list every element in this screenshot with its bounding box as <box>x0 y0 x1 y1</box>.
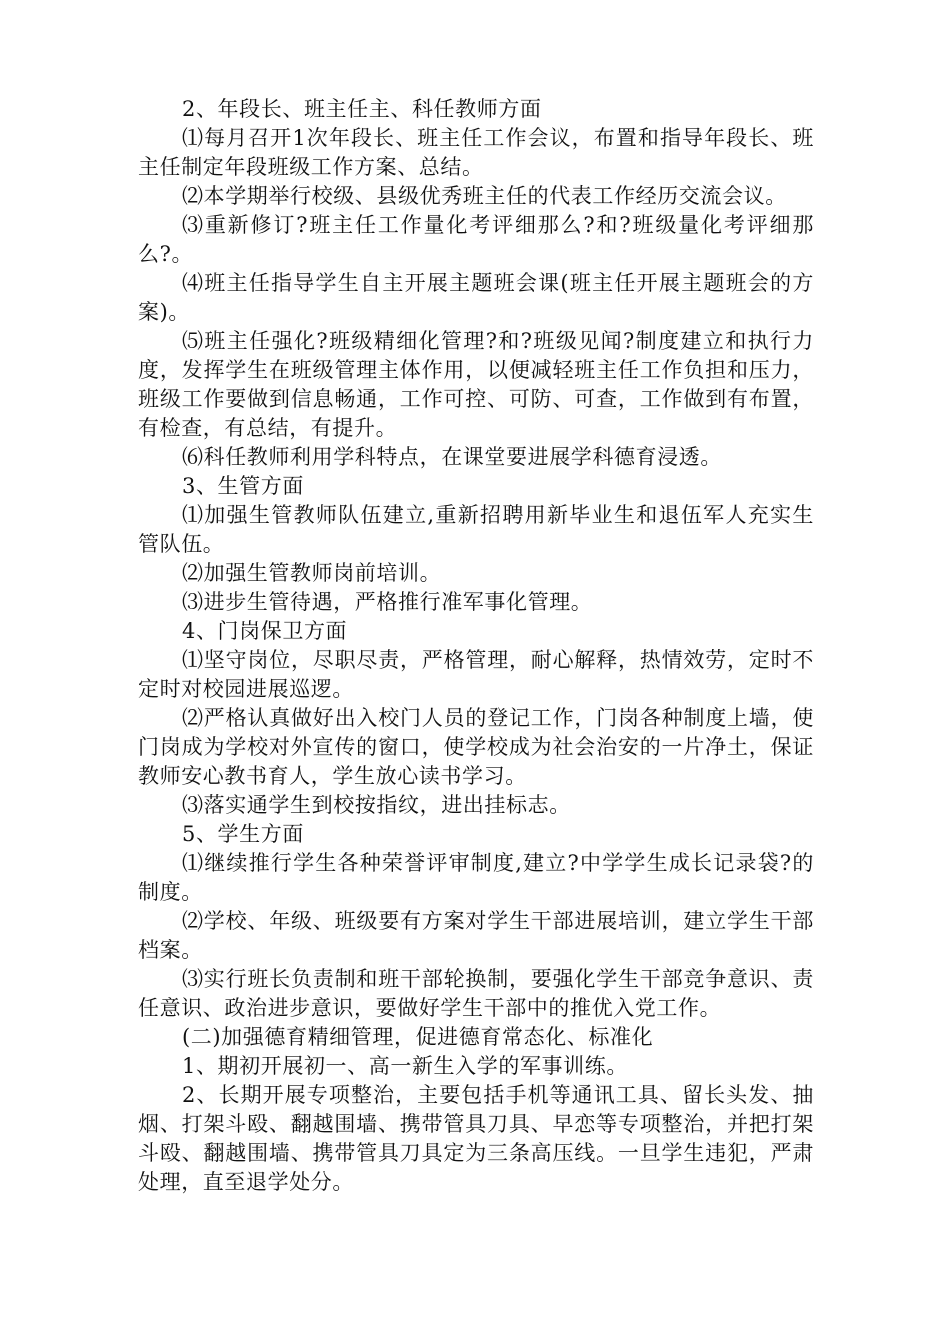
document-body <box>138 95 814 1197</box>
paragraph: ⑶落实通学生到校按指纹，进出挂标志。 <box>182 793 571 817</box>
paragraph: ⑷班主任指导学生自主开展主题班会课(班主任开展主题班会的方案)。 <box>138 271 814 324</box>
paragraph-section-3-heading: 3、生管方面 <box>182 474 304 498</box>
paragraph-subsection-heading: (二)加强德育精细管理，促进德育常态化、标准化 <box>182 1025 654 1049</box>
paragraph-section-2-heading: 2、年段长、班主任主、科任教师方面 <box>182 97 542 121</box>
paragraph: ⑵学校、年级、班级要有方案对学生干部进展培训，建立学生干部档案。 <box>138 909 814 962</box>
paragraph: ⑴继续推行学生各种荣誉评审制度,建立?中学学生成长记录袋?的制度。 <box>138 851 814 904</box>
paragraph: ⑸班主任强化?班级精细化管理?和?班级见闻?制度建立和执行力度，发挥学生在班级管理主体作用，以便减轻班主任工作负担和压力，班级工作要做到信息畅通，工作可控、可防、可查，工作做到有布置，有检查，有总结，有提升。 <box>138 329 814 440</box>
paragraph: ⑶进步生管待遇，严格推行准军事化管理。 <box>182 590 593 614</box>
paragraph-section-5-heading: 5、学生方面 <box>182 822 304 846</box>
paragraph: ⑴每月召开1次年段长、班主任工作会议，布置和指导年段长、班主任制定年段班级工作方案、总结。 <box>138 126 814 179</box>
paragraph: 1、期初开展初一、高一新生入学的军事训练。 <box>182 1054 628 1078</box>
paragraph: ⑴坚守岗位，尽职尽责，严格管理，耐心解释，热情效劳，定时不定时对校园进展巡逻。 <box>138 648 814 701</box>
paragraph: ⑵本学期举行校级、县级优秀班主任的代表工作经历交流会议。 <box>182 184 787 208</box>
paragraph: ⑵严格认真做好出入校门人员的登记工作，门岗各种制度上墙，使门岗成为学校对外宣传的窗口，使学校成为社会治安的一片净土，保证教师安心教书育人，学生放心读书学习。 <box>138 706 814 788</box>
paragraph: ⑵加强生管教师岗前培训。 <box>182 561 442 585</box>
paragraph: ⑹科任教师利用学科特点，在课堂要进展学科德育浸透。 <box>182 445 722 469</box>
paragraph-section-4-heading: 4、门岗保卫方面 <box>182 619 348 643</box>
paragraph: ⑶实行班长负责制和班干部轮换制，要强化学生干部竞争意识、责任意识、政治进步意识，要做好学生干部中的推优入党工作。 <box>138 967 814 1020</box>
paragraph: ⑶重新修订?班主任工作量化考评细那么?和?班级量化考评细那么?。 <box>138 213 814 266</box>
paragraph: 2、长期开展专项整治，主要包括手机等通讯工具、留长头发、抽烟、打架斗殴、翻越围墙、携带管具刀具、早恋等专项整治，并把打架斗殴、翻越围墙、携带管具刀具定为三条高压线。一旦学生违犯，严肃处理，直至退学处分。 <box>138 1083 814 1194</box>
paragraph: ⑴加强生管教师队伍建立,重新招聘用新毕业生和退伍军人充实生管队伍。 <box>138 503 814 556</box>
